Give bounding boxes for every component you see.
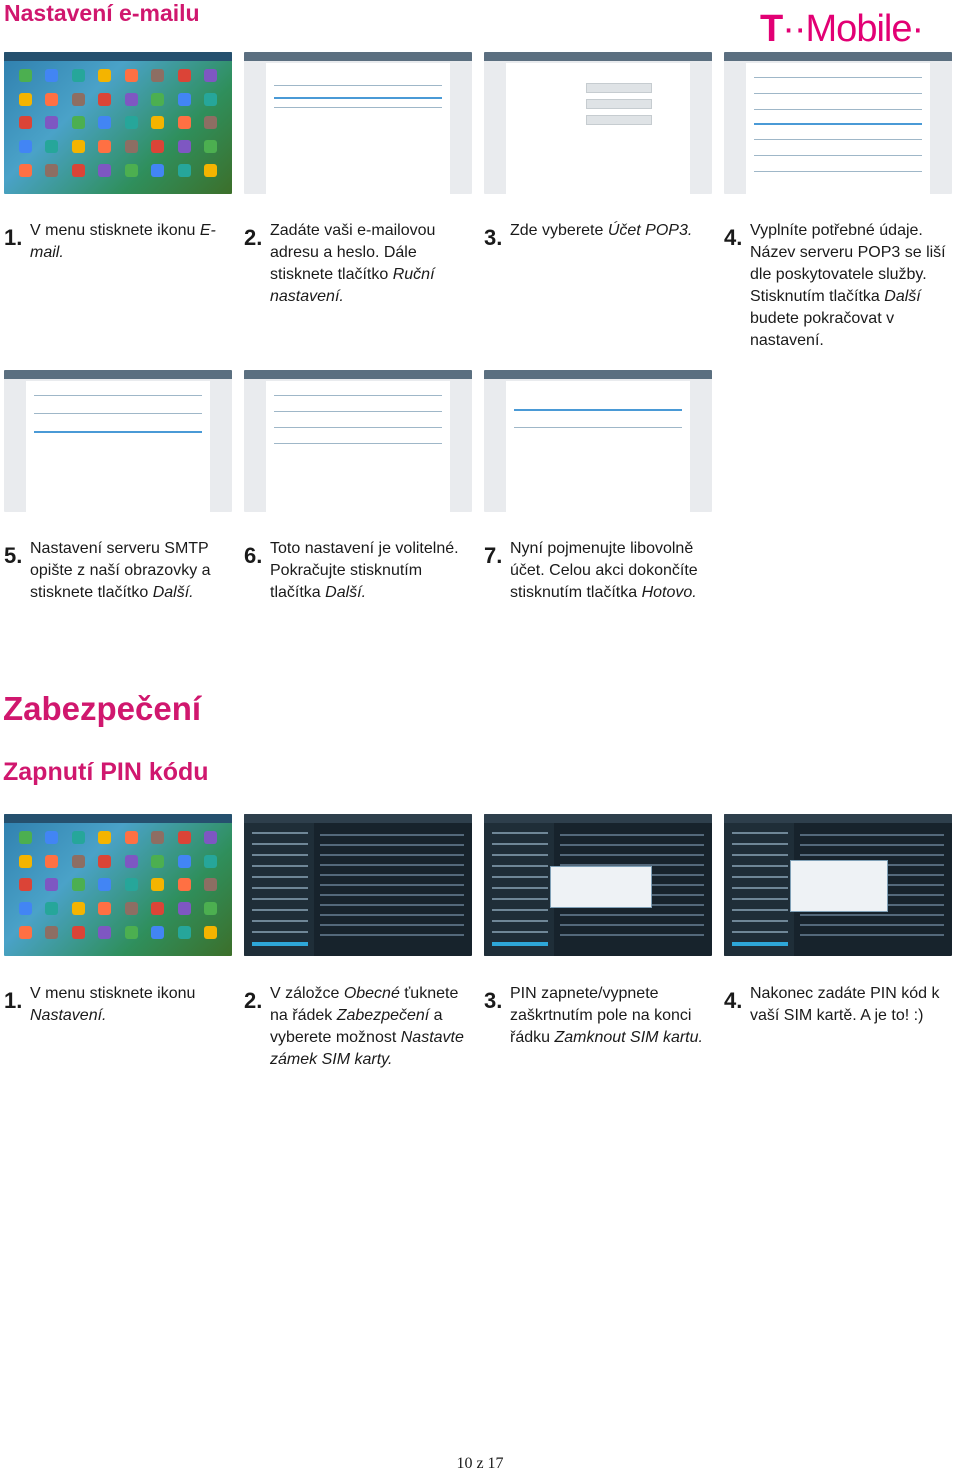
section-title-email: Nastavení e-mailu — [4, 0, 200, 26]
screenshot-app-menu-settings — [4, 814, 232, 956]
app-icon — [125, 831, 138, 844]
step-number: 4. — [724, 988, 743, 1013]
app-icon — [204, 140, 217, 153]
step-number: 3. — [484, 225, 503, 250]
app-icon — [98, 93, 111, 106]
app-icon — [98, 164, 111, 177]
app-icon — [151, 93, 164, 106]
app-icon — [45, 140, 58, 153]
app-icon — [125, 855, 138, 868]
app-icon — [178, 855, 191, 868]
app-icon — [98, 902, 111, 915]
step-number: 4. — [724, 225, 743, 250]
step-text: Zadáte vaši e-mailovou adresu a heslo. Dále stisknete tlačítko Ruční nastavení. — [270, 222, 436, 305]
app-icon — [151, 926, 164, 939]
app-icon — [151, 831, 164, 844]
t-mobile-logo: T··Mobile· — [760, 8, 924, 50]
app-icon — [204, 164, 217, 177]
app-icon — [45, 855, 58, 868]
app-icon — [151, 878, 164, 891]
step-text: Vyplníte potřebné údaje. Název serveru POP3 se liší dle poskytovatele služby. Stisknutím tlačítka Další budete pokračovat v nastavení. — [750, 222, 946, 349]
step-number: 2. — [244, 225, 263, 250]
app-icon — [19, 116, 32, 129]
step-text: Zde vyberete Účet POP3. — [510, 222, 693, 239]
app-icon-grid — [14, 66, 222, 180]
app-icon — [72, 855, 85, 868]
app-icon — [72, 164, 85, 177]
step-number: 5. — [4, 543, 23, 568]
app-icon — [178, 831, 191, 844]
step-text: Nakonec zadáte PIN kód k vaší SIM kartě. A je to! :) — [750, 985, 940, 1024]
app-icon — [45, 902, 58, 915]
screenshot-account-name — [484, 370, 712, 512]
screenshot-account-type — [484, 52, 712, 194]
step-number: 6. — [244, 543, 263, 568]
app-icon — [72, 878, 85, 891]
app-icon — [178, 140, 191, 153]
page-number: 10 z 17 — [456, 1455, 504, 1472]
app-icon — [178, 93, 191, 106]
step-text: V menu stisknete ikonu E-mail. — [30, 222, 216, 261]
app-icon — [19, 855, 32, 868]
app-icon — [19, 93, 32, 106]
app-icon — [72, 926, 85, 939]
screenshot-pop3-settings — [724, 52, 952, 194]
app-icon — [178, 878, 191, 891]
step-text: V záložce Obecné ťuknete na řádek Zabezpečení a vyberete možnost Nastavte zámek SIM karty. — [270, 985, 464, 1068]
app-icon — [19, 902, 32, 915]
app-icon — [98, 116, 111, 129]
app-icon — [125, 140, 138, 153]
step-text: Nastavení serveru SMTP opište z naší obrazovky a stisknete tlačítko Další. — [30, 540, 211, 601]
screenshot-pin-entry — [724, 814, 952, 956]
app-icon — [204, 116, 217, 129]
app-icon — [151, 164, 164, 177]
app-icon — [178, 926, 191, 939]
app-icon — [45, 164, 58, 177]
app-icon — [72, 831, 85, 844]
app-icon — [125, 926, 138, 939]
app-icon — [204, 878, 217, 891]
step-number: 7. — [484, 543, 503, 568]
step-text: Nyní pojmenujte libovolně účet. Celou akci dokončíte stisknutím tlačítka Hotovo. — [510, 540, 698, 601]
app-icon — [72, 69, 85, 82]
app-icon — [98, 878, 111, 891]
screenshot-email-login — [244, 52, 472, 194]
app-icon — [19, 831, 32, 844]
app-icon — [98, 855, 111, 868]
app-icon — [178, 902, 191, 915]
app-icon — [151, 116, 164, 129]
screenshot-app-menu — [4, 52, 232, 194]
screenshot-smtp-settings — [4, 370, 232, 512]
app-icon — [98, 831, 111, 844]
app-icon — [125, 902, 138, 915]
app-icon — [204, 93, 217, 106]
step-number: 3. — [484, 988, 503, 1013]
section-subtitle-pin: Zapnutí PIN kódu — [3, 758, 209, 786]
step-text: PIN zapnete/vypnete zaškrtnutím pole na konci řádku Zamknout SIM kartu. — [510, 985, 703, 1046]
step-number: 2. — [244, 988, 263, 1013]
step-text: Toto nastavení je volitelné. Pokračujte stisknutím tlačítka Další. — [270, 540, 459, 601]
app-icon — [19, 69, 32, 82]
app-icon — [45, 926, 58, 939]
app-icon — [45, 831, 58, 844]
app-icon — [204, 926, 217, 939]
app-icon — [45, 69, 58, 82]
app-icon — [98, 69, 111, 82]
app-icon — [72, 140, 85, 153]
app-icon — [125, 69, 138, 82]
app-icon — [204, 902, 217, 915]
app-icon — [151, 140, 164, 153]
screenshot-settings-general — [244, 814, 472, 956]
screenshot-sim-lock — [484, 814, 712, 956]
app-icon — [98, 140, 111, 153]
app-icon — [204, 831, 217, 844]
app-icon — [45, 878, 58, 891]
app-icon-grid — [14, 828, 222, 942]
app-icon — [72, 93, 85, 106]
app-icon — [125, 93, 138, 106]
app-icon — [125, 116, 138, 129]
app-icon — [204, 69, 217, 82]
app-icon — [178, 69, 191, 82]
app-icon — [151, 69, 164, 82]
app-icon — [178, 116, 191, 129]
app-icon — [125, 878, 138, 891]
app-icon — [45, 93, 58, 106]
step-text: V menu stisknete ikonu Nastavení. — [30, 985, 196, 1024]
section-title-security: Zabezpečení — [3, 690, 202, 727]
app-icon — [204, 855, 217, 868]
app-icon — [19, 164, 32, 177]
app-icon — [125, 164, 138, 177]
step-number: 1. — [4, 225, 23, 250]
app-icon — [19, 878, 32, 891]
app-icon — [72, 116, 85, 129]
screenshot-account-options — [244, 370, 472, 512]
app-icon — [151, 855, 164, 868]
app-icon — [151, 902, 164, 915]
app-icon — [19, 926, 32, 939]
step-number: 1. — [4, 988, 23, 1013]
app-icon — [45, 116, 58, 129]
app-icon — [19, 140, 32, 153]
app-icon — [178, 164, 191, 177]
app-icon — [72, 902, 85, 915]
app-icon — [98, 926, 111, 939]
